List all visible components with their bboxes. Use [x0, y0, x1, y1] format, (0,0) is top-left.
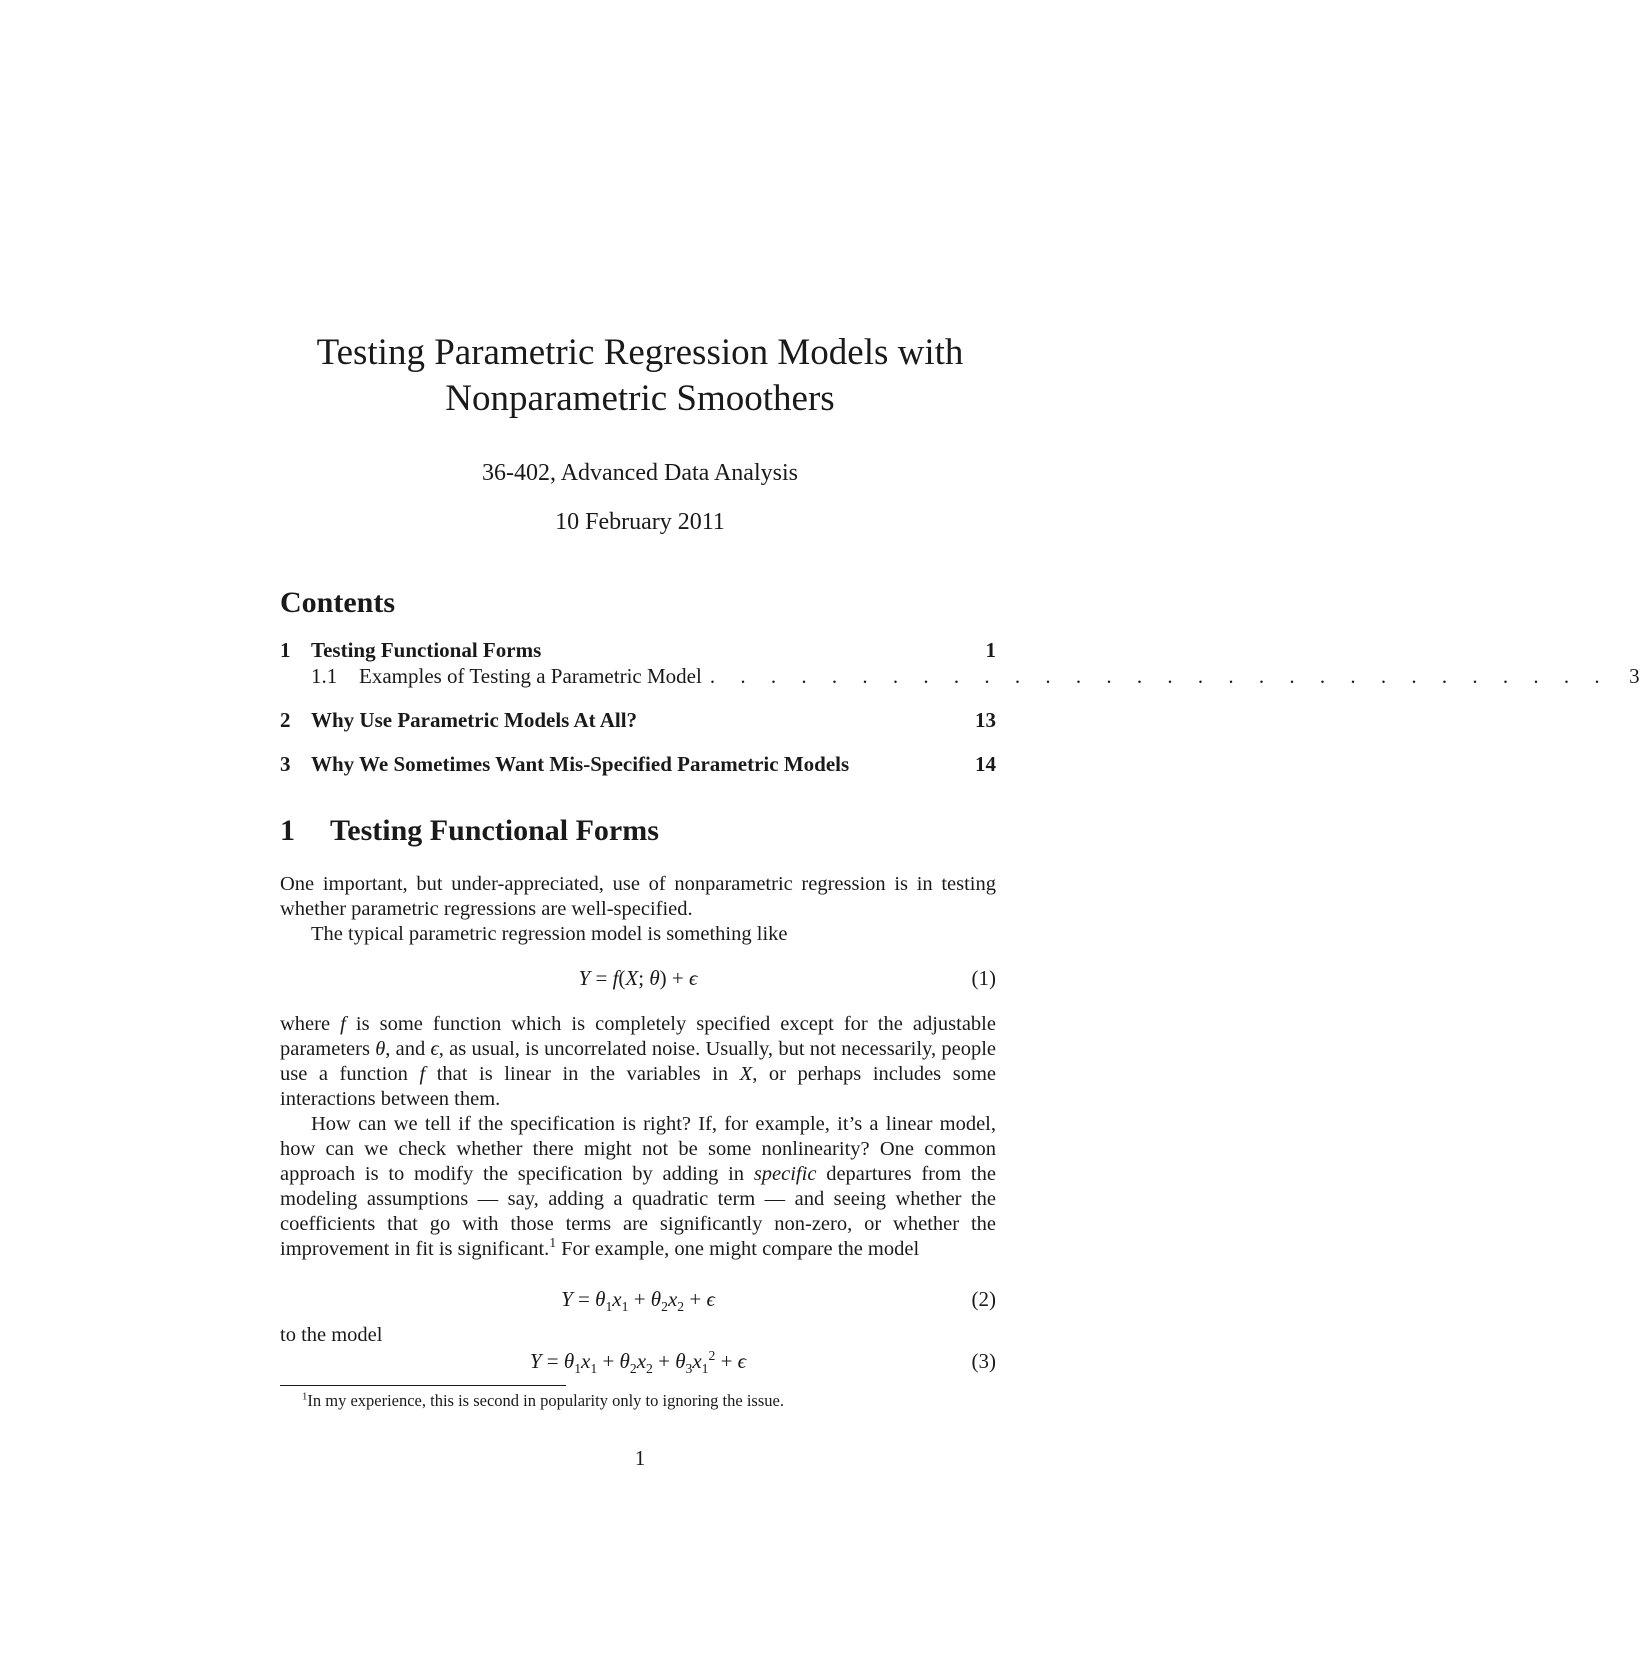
contents-heading: Contents — [280, 586, 396, 619]
toc-leader-dots: . . . . . . . . . . . . . . . . . . . . . . . . . . . . . . — [709, 664, 1610, 688]
equation-1 — [280, 966, 996, 996]
toc-entry-number: 2 — [280, 708, 291, 732]
equation-expression: $Y = \theta_1x_1 + \theta_2x_2 + \theta_3x_1^2 + \epsilon$ — [529, 1348, 747, 1377]
toc-entry-label: Why We Sometimes Want Mis-Specified Parametric Models — [311, 752, 850, 776]
equation-3 — [280, 1349, 996, 1379]
toc-entry-label: Why Use Parametric Models At All? — [311, 708, 638, 732]
section-title: Testing Functional Forms — [330, 814, 659, 847]
equation-expression: $Y = \theta_1x_1 + \theta_2x_2 + \epsilon$ — [561, 1287, 715, 1315]
table-of-contents — [280, 638, 1640, 778]
toc-entry-page: 3 — [1629, 664, 1640, 688]
page-number: 1 — [634, 1446, 646, 1470]
toc-entry-1-1[interactable] — [280, 664, 1640, 690]
document-title: Testing Parametric Regression Models with Nonparametric Smoothers — [316, 332, 964, 419]
toc-entry-number: 3 — [280, 752, 291, 776]
equation-expression: Y = f(X; θ) + ϵ — [578, 966, 698, 990]
paragraph-to-model: to the model — [280, 1324, 383, 1346]
equation-number: (3) — [971, 1349, 996, 1373]
toc-entry-page: 1 — [985, 638, 996, 662]
toc-entry-label: Examples of Testing a Parametric Model — [359, 664, 702, 688]
section-heading — [280, 814, 659, 848]
course-name: 36-402, Advanced Data Analysis — [482, 460, 798, 486]
paragraph-intro: One important, but under-appreciated, use of nonparametric regression is in testing whether parametric regressions are well-specified. — [280, 873, 996, 920]
toc-entry-2[interactable] — [280, 708, 996, 734]
title-block — [0, 330, 1280, 536]
document-date: 10 February 2011 — [555, 509, 725, 535]
footnote-divider — [280, 1385, 566, 1386]
toc-entry-1[interactable] — [280, 638, 996, 664]
toc-entry-number: 1.1 — [311, 664, 338, 688]
equation-number: (1) — [971, 966, 996, 990]
toc-entry-3[interactable] — [280, 752, 996, 778]
footnote-mark: 1 — [302, 1390, 308, 1403]
toc-entry-number: 1 — [280, 638, 291, 662]
toc-entry-page: 14 — [975, 752, 996, 776]
paragraph-typical-model: The typical parametric regression model is something like — [311, 923, 788, 945]
toc-entry-label: Testing Functional Forms — [311, 638, 542, 662]
equation-number: (2) — [971, 1287, 996, 1311]
footnote-text: In my experience, this is second in popularity only to ignoring the issue. — [307, 1391, 784, 1410]
paragraph-specification: How can we tell if the specification is right? If, for example, it’s a linear model, how can we check whether there might not be some nonlinearity? One common approach is to modify the specification by adding in specific departures from the modeling assumptions — say, adding a quadratic term — and seeing whether the coefficients that go with those terms are significantly non-zero, or whether the improvement in fit is significant.$^1$ For example, one might compare the model — [280, 1113, 996, 1260]
equation-2 — [280, 1287, 996, 1317]
footnote-reference[interactable]: 1 — [549, 1235, 556, 1251]
footnote — [302, 1391, 784, 1411]
section-number: 1 — [280, 814, 295, 847]
paragraph-where-f: where f is some function which is completely specified except for the adjustable parameters θ, and ϵ, as usual, is uncorrelated noise. Usually, but not necessarily, people use a function f that is linear in the variables in X, or perhaps includes some interactions between them. — [280, 1013, 997, 1110]
toc-entry-page: 13 — [975, 708, 996, 732]
